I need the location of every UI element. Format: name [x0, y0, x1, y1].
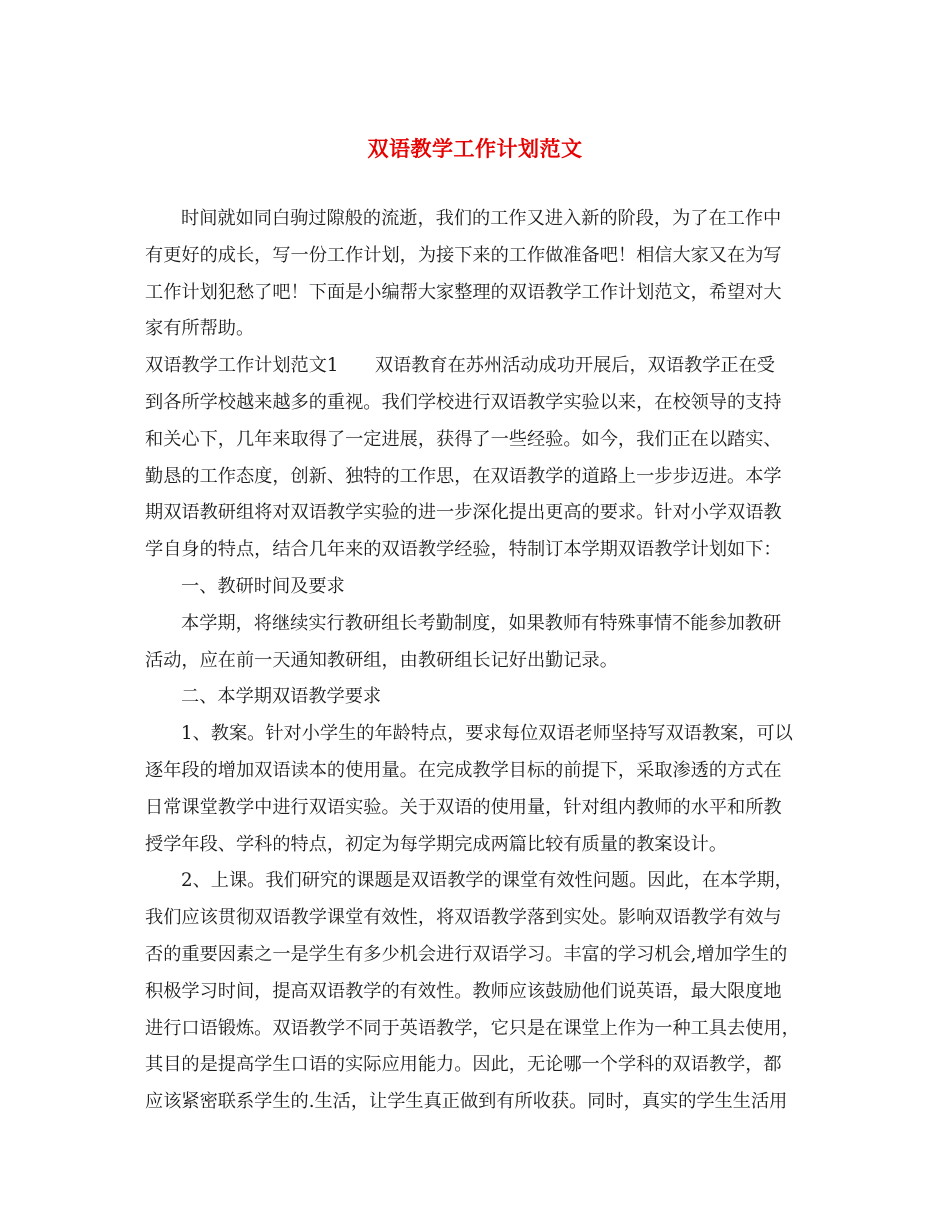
text-line: 活动，应在前一天通知教研组，由教研组长记好出勤记录。 [145, 649, 618, 671]
text-line: 日常课堂教学中进行双语实验。关于双语的使用量，针对组内教师的水平和所教 [145, 796, 782, 818]
text-line: 工作计划犯愁了吧！下面是小编帮大家整理的双语教学工作计划范文，希望对大 [145, 281, 782, 303]
text-line: 和关心下，几年来取得了一定进展，获得了一些经验。如今，我们正在以踏实、 [145, 428, 782, 450]
text-line: 二、本学期双语教学要求 [181, 686, 382, 708]
text-line: 本学期，将继续实行教研组长考勤制度，如果教师有特殊事情不能参加教研 [181, 612, 782, 634]
text-line: 有更好的成长，写一份工作计划，为接下来的工作做准备吧！相信大家又在为写 [145, 244, 782, 266]
text-line: 一、教研时间及要求 [181, 575, 345, 597]
document-body [145, 201, 805, 1121]
document-title: 双语教学工作计划范文 [367, 136, 583, 161]
text-line: 勤恳的工作态度，创新、独特的工作思，在双语教学的道路上一步步迈进。本学 [145, 465, 782, 487]
text-line: 期双语教研组将对双语教学实验的进一步深化提出更高的要求。针对小学双语教 [145, 502, 782, 524]
text-line: 进行口语锻炼。双语教学不同于英语教学，它只是在课堂上作为一种工具去使用， [145, 1017, 800, 1039]
text-line: 到各所学校越来越多的重视。我们学校进行双语教学实验以来，在校领导的支持 [145, 391, 782, 413]
text-line: 时间就如同白驹过隙般的流逝，我们的工作又进入新的阶段，为了在工作中 [181, 208, 782, 229]
text-line: 我们应该贯彻双语教学课堂有效性，将双语教学落到实处。影响双语教学有效与 [145, 907, 782, 929]
text-line: 1、教案。针对小学生的年龄特点，要求每位双语老师坚持写双语教案，可以 [181, 723, 793, 745]
text-line: 积极学习时间，提高双语教学的有效性。教师应该鼓励他们说英语，最大限度地 [145, 980, 782, 1002]
text-line: 授学年段、学科的特点，初定为每学期完成两篇比较有质量的教案设计。 [145, 833, 728, 855]
text-line: 学自身的特点，结合几年来的双语教学经验，特制订本学期双语教学计划如下： [145, 539, 782, 561]
text-line: 双语教学工作计划范文1 双语教育在苏州活动成功开展后，双语教学正在受 [145, 355, 775, 377]
text-line: 2、上课。我们研究的课题是双语教学的课堂有效性问题。因此，在本学期， [181, 870, 793, 892]
text-line: 家有所帮助。 [145, 318, 255, 340]
text-line: 否的重要因素之一是学生有多少机会进行双语学习。丰富的学习机会,增加学生的 [145, 943, 788, 965]
text-line: 其目的是提高学生口语的实际应用能力。因此，无论哪一个学科的双语教学，都 [145, 1054, 782, 1076]
text-line: 应该紧密联系学生的.生活，让学生真正做到有所收获。同时，真实的学生生活用 [145, 1091, 788, 1113]
text-line: 逐年段的增加双语读本的使用量。在完成教学目标的前提下，采取渗透的方式在 [145, 759, 782, 781]
